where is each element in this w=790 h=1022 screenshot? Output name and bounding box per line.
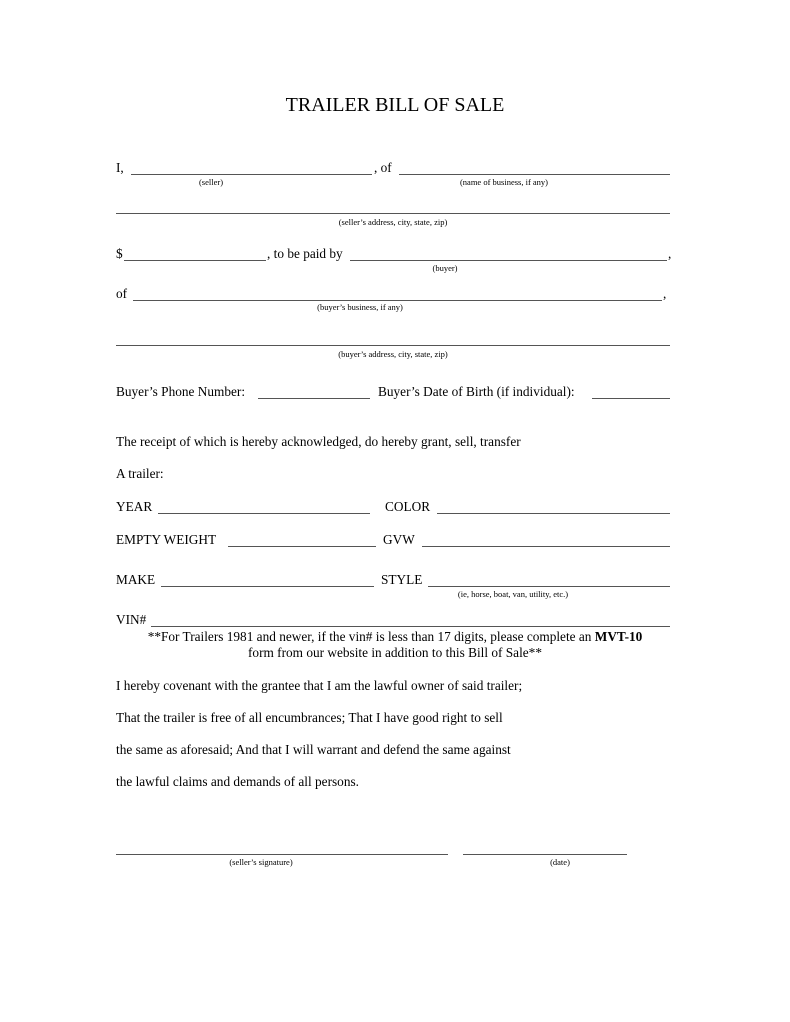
dob-label: Buyer’s Date of Birth (if individual):: [378, 384, 575, 399]
buyer-address-field[interactable]: [116, 345, 670, 346]
price-field[interactable]: [124, 260, 266, 261]
seller-address-caption: (seller’s address, city, state, zip): [338, 217, 448, 227]
empty-weight-field[interactable]: [228, 546, 376, 547]
buyer-name-field[interactable]: [350, 260, 667, 261]
empty-weight-label: EMPTY WEIGHT: [116, 532, 217, 547]
color-field[interactable]: [437, 513, 670, 514]
year-label: YEAR: [116, 499, 153, 514]
year-field[interactable]: [158, 513, 370, 514]
date-caption: (date): [550, 857, 570, 867]
covenant-line: the same as aforesaid; And that I will warrant and defend the same against: [116, 742, 511, 757]
vin-label: VIN#: [116, 612, 147, 627]
buyer-caption: (buyer): [432, 263, 458, 273]
seller-caption: (seller): [198, 177, 224, 187]
make-field[interactable]: [161, 586, 374, 587]
dob-field[interactable]: [592, 398, 670, 399]
style-label: STYLE: [381, 572, 423, 587]
dollar-sign: $: [116, 246, 123, 261]
color-label: COLOR: [385, 499, 431, 514]
buyer-business-field[interactable]: [133, 300, 662, 301]
seller-address-field[interactable]: [116, 213, 670, 214]
gvw-label: GVW: [383, 532, 415, 547]
style-caption: (ie, horse, boat, van, utility, etc.): [457, 589, 569, 599]
buyer-business-caption: (buyer’s business, if any): [317, 302, 403, 312]
covenant-line: the lawful claims and demands of all persons.: [116, 774, 359, 789]
date-field[interactable]: [463, 854, 627, 855]
signature-caption: (seller’s signature): [229, 857, 293, 867]
seller-business-caption: (name of business, if any): [459, 177, 549, 187]
covenant-line: I hereby covenant with the grantee that I am the lawful owner of said trailer;: [116, 678, 523, 693]
price-line-comma: ,: [668, 246, 672, 261]
buyer-of-label: of: [116, 286, 128, 301]
notice-line-2: form from our website in addition to this Bill of Sale**: [248, 645, 542, 660]
form-title: TRAILER BILL OF SALE: [285, 94, 505, 116]
make-label: MAKE: [116, 572, 156, 587]
seller-of-label: , of: [374, 160, 392, 175]
vin-field[interactable]: [151, 626, 670, 627]
buyer-address-caption: (buyer’s address, city, state, zip): [338, 349, 448, 359]
seller-name-field[interactable]: [131, 174, 372, 175]
seller-signature-field[interactable]: [116, 854, 448, 855]
seller-business-field[interactable]: [399, 174, 670, 175]
notice-line-1: [100, 629, 690, 645]
seller-prefix: I,: [116, 160, 124, 175]
phone-field[interactable]: [258, 398, 370, 399]
mvt10-form-name: MVT-10: [594, 629, 643, 644]
notice-text: **For Trailers 1981 and newer, if the vin# is less than 17 digits, please complete an: [147, 629, 592, 644]
to-be-paid-by-label: , to be paid by: [267, 246, 343, 261]
style-field[interactable]: [428, 586, 670, 587]
gvw-field[interactable]: [422, 546, 670, 547]
receipt-text: The receipt of which is hereby acknowledged, do hereby grant, sell, transfer: [116, 434, 521, 449]
trailer-label: A trailer:: [116, 466, 164, 481]
buyer-business-comma: ,: [663, 286, 667, 301]
covenant-line: That the trailer is free of all encumbrances; That I have good right to sell: [116, 710, 503, 725]
phone-label: Buyer’s Phone Number:: [116, 384, 246, 399]
